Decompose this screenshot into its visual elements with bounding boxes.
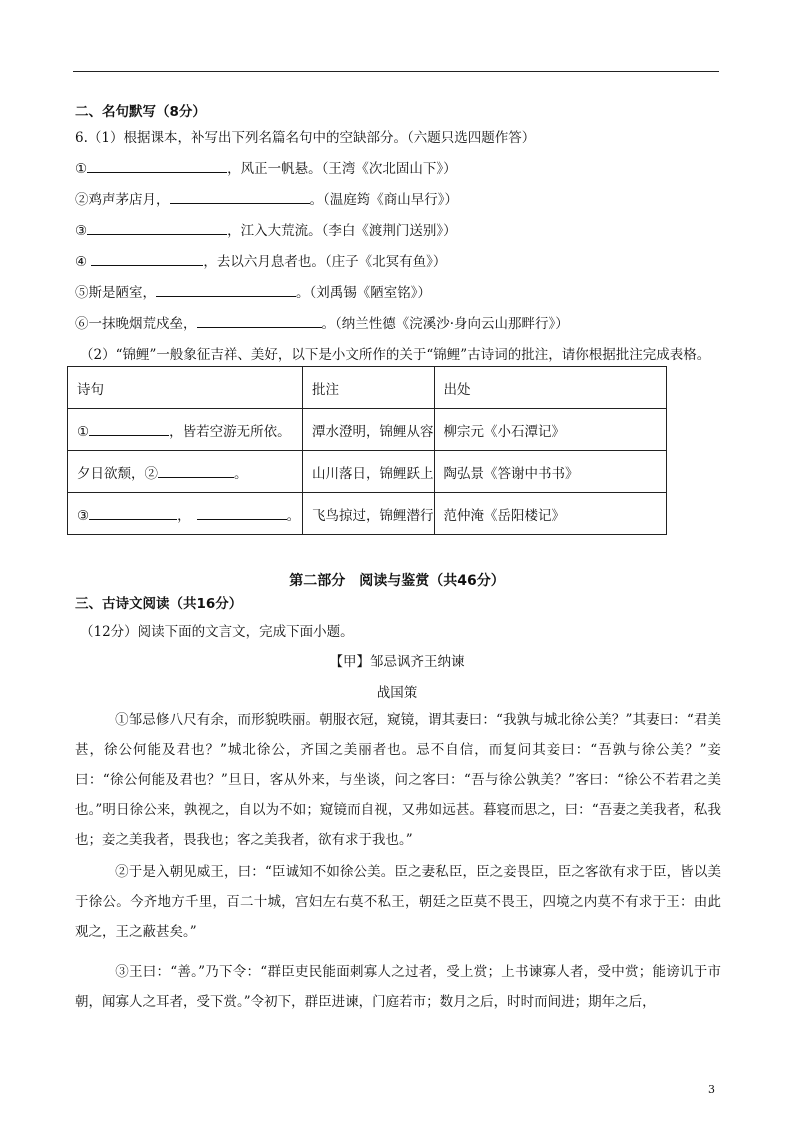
- item-prefix: ②鸡声茅店月，: [75, 192, 170, 208]
- answer-blank[interactable]: [156, 284, 296, 297]
- paragraph-text: ①邹忌修八尺有余，而形貌昳丽。朝服衣冠，窥镜，谓其妻曰：“我孰与城北徐公美？”其妻曰：“君美甚，徐公何能及君也？”城北徐公，齐国之美丽者也。忌不自信，而复问其妾曰：“吾孰与徐公美？”妾曰：“徐公何能及君也？”旦日，客从外来，与坐谈，问之客曰：“吾与徐公孰美？”客曰：“徐公不若君之美也。”明日徐公来，孰视之，自以为不如；窥镜而自视，又弗如远甚。暮寝而思之，曰：“吾妻之美我者，私我也；妾之美我者，畏我也；客之美我者，欲有求于我也。”: [75, 712, 721, 848]
- note-cell: 山川落日，锦鲤跃上: [303, 451, 435, 493]
- source-cell: 范仲淹《岳阳楼记》: [434, 493, 667, 535]
- item-prefix: ⑤斯是陋室，: [75, 285, 156, 301]
- item-suffix: 。（温庭筠《商山早行》）: [309, 192, 458, 208]
- fill-item-6: [75, 312, 569, 332]
- fill-item-5: [75, 281, 431, 301]
- item-suffix: 。（纳兰性德《浣溪沙·身向云山那畔行》）: [321, 316, 569, 332]
- fill-item-3: [75, 219, 457, 239]
- answer-blank[interactable]: [87, 222, 227, 235]
- text-author: 战国策: [376, 685, 418, 701]
- text-title: 【甲】邹忌讽齐王纳谏: [329, 654, 465, 670]
- header-rule: [73, 71, 719, 72]
- q6-intro: 6.（1）根据课本，补写出下列名篇名句中的空缺部分。（六题只选四题作答）: [75, 130, 536, 146]
- note-cell: 飞鸟掠过，锦鲤潜行: [303, 493, 435, 535]
- page-number: 3: [708, 1083, 715, 1096]
- table-header: 出处: [434, 367, 667, 409]
- paragraph-text: ③王曰：“善。”乃下令：“群臣吏民能面刺寡人之过者，受上赏；上书谏寡人者，受中赏；能谤讥于市朝，闻寡人之耳者，受下赏。”令初下，群臣进谏，门庭若市；数月之后，时时而间进；期年之后，: [75, 964, 721, 1010]
- poem-cell: [68, 493, 303, 535]
- table-row: [68, 451, 667, 493]
- fill-item-4: [75, 250, 446, 270]
- fill-item-2: [75, 188, 458, 208]
- table-row: [68, 409, 667, 451]
- q6-part2: （2）“锦鲤”一般象征吉祥、美好，以下是小文所作的关于“锦鲤”古诗词的批注，请你根据批注完成表格。: [80, 347, 711, 363]
- item-prefix: ⑥一抹晚烟荒戍垒，: [75, 316, 197, 332]
- note-cell: 潭水澄明，锦鲤从容: [303, 409, 435, 451]
- section3-intro: （12分）阅读下面的文言文，完成下面小题。: [80, 624, 354, 640]
- answer-blank[interactable]: [89, 423, 169, 436]
- poem-text: ①: [77, 423, 90, 440]
- answer-blank[interactable]: [87, 160, 227, 173]
- fill-item-1: [75, 157, 457, 177]
- section2-heading: 二、名句默写（8分）: [75, 104, 206, 120]
- poem-text: ③: [77, 507, 90, 524]
- answer-blank[interactable]: [197, 315, 322, 328]
- source-cell: 陶弘景《答谢中书书》: [434, 451, 667, 493]
- poem-cell: [68, 451, 303, 493]
- section3-heading: 三、古诗文阅读（共16分）: [75, 596, 243, 612]
- item-prefix: ①: [75, 161, 88, 177]
- item-suffix: 。（刘禹锡《陋室铭》）: [296, 285, 431, 301]
- poem-text: 。: [286, 507, 301, 524]
- paragraph-1: [75, 705, 721, 855]
- part2-title: 第二部分 阅读与鉴赏（共46分）: [289, 573, 505, 589]
- item-suffix: ，江入大荒流。（李白《渡荆门送别》）: [227, 223, 457, 239]
- answer-blank[interactable]: [170, 191, 310, 204]
- paragraph-2: [75, 857, 721, 947]
- annotation-table: [67, 366, 667, 535]
- item-suffix: ，去以六月息者也。（庄子《北冥有鱼》）: [203, 254, 447, 270]
- poem-text: 。: [234, 465, 248, 482]
- table-header: 批注: [303, 367, 435, 409]
- poem-text: 夕日欲颓，②: [77, 465, 158, 482]
- answer-blank[interactable]: [89, 507, 177, 520]
- item-prefix: ③: [75, 223, 88, 239]
- item-suffix: ，风正一帆悬。（王湾《次北固山下》）: [227, 161, 457, 177]
- table-header: 诗句: [68, 367, 303, 409]
- answer-blank[interactable]: [197, 507, 287, 520]
- paragraph-3: [75, 957, 721, 1017]
- table-header-row: [68, 367, 667, 409]
- item-prefix: ④: [75, 254, 92, 270]
- answer-blank[interactable]: [158, 465, 234, 478]
- source-cell: 柳宗元《小石潭记》: [434, 409, 667, 451]
- poem-text: ，皆若空游无所依。: [169, 423, 291, 440]
- poem-text: ，: [177, 507, 191, 524]
- poem-cell: [68, 409, 303, 451]
- paragraph-text: ②于是入朝见威王，曰：“臣诚知不如徐公美。臣之妻私臣，臣之妾畏臣，臣之客欲有求于臣，皆以美于徐公。今齐地方千里，百二十城，宫妇左右莫不私王，朝廷之臣莫不畏王，四境之内莫不有求于王：由此观之，王之蔽甚矣。”: [75, 864, 721, 940]
- answer-blank[interactable]: [91, 253, 203, 266]
- table-row: [68, 493, 667, 535]
